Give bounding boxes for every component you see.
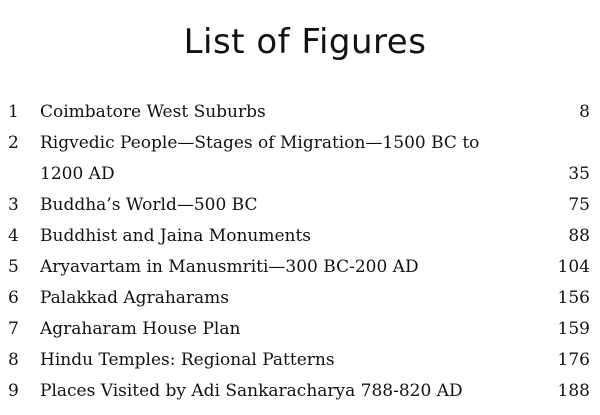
figure-list (0, 97, 600, 407)
page-number: 156 (557, 288, 590, 308)
figure-number: 7 (8, 319, 19, 339)
list-item (0, 376, 600, 407)
page-number: 176 (557, 350, 590, 370)
list-item (0, 128, 600, 190)
list-item (0, 314, 600, 345)
figure-title: Palakkad Agraharams (40, 288, 230, 308)
figure-title: Buddha’s World—500 BC (40, 195, 258, 215)
figure-title: Coimbatore West Suburbs (40, 102, 266, 122)
figure-title: Buddhist and Jaina Monuments (40, 226, 312, 246)
page-number: 75 (568, 195, 590, 215)
figure-number: 4 (8, 226, 19, 246)
page-number: 159 (557, 319, 590, 339)
page-number: 8 (579, 102, 590, 122)
list-item (0, 221, 600, 252)
list-item (0, 97, 600, 128)
figure-title: Hindu Temples: Regional Patterns (40, 350, 335, 370)
figure-title: Places Visited by Adi Sankaracharya 788-820 AD (40, 381, 463, 401)
figure-number: 9 (8, 381, 19, 401)
figure-title: Rigvedic People—Stages of Migration—1500 BC to 1200 AD (40, 133, 480, 184)
page-number: 88 (568, 226, 590, 246)
page-title: List of Figures (183, 22, 427, 62)
figure-number: 1 (8, 102, 19, 122)
page-number: 104 (557, 257, 590, 277)
figure-number: 6 (8, 288, 19, 308)
page-number: 35 (568, 164, 590, 184)
list-item (0, 283, 600, 314)
list-item (0, 252, 600, 283)
page-number: 188 (557, 381, 590, 401)
list-item (0, 345, 600, 376)
figure-number: 5 (8, 257, 19, 277)
figure-title: Agraharam House Plan (40, 319, 241, 339)
figure-number: 8 (8, 350, 19, 370)
figure-number: 3 (8, 195, 19, 215)
list-item (0, 190, 600, 221)
figure-number: 2 (8, 133, 19, 153)
figure-title: Aryavartam in Manusmriti—300 BC-200 AD (40, 257, 419, 277)
